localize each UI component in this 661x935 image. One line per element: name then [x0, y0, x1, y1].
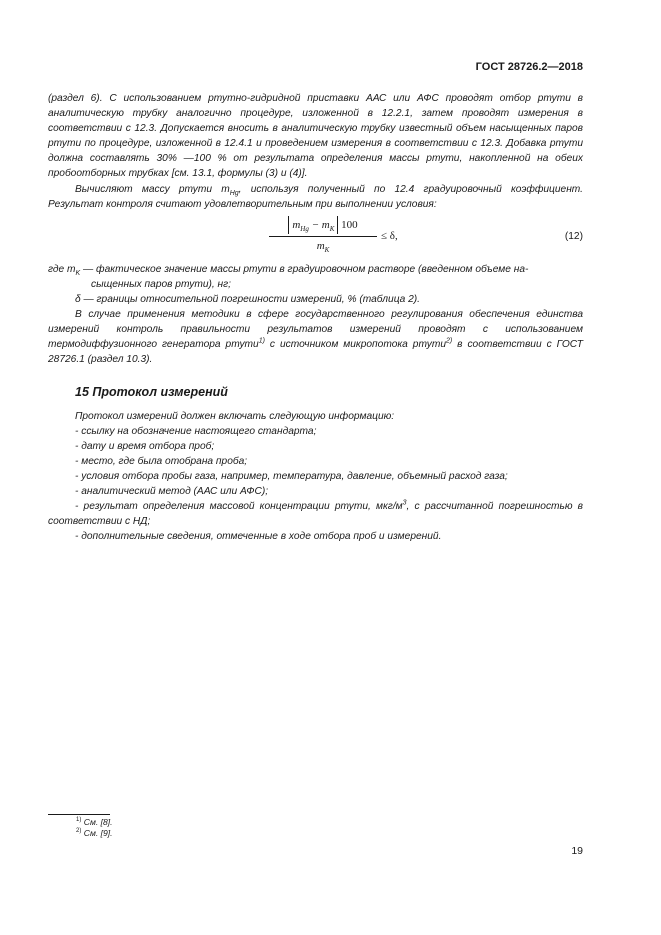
page-number: 19 — [571, 845, 583, 857]
paragraph: (раздел 6). С использованием ртутно-гидридной приставки ААС или АФС проводят отбор ртути в аналитическую трубку аналогично процедуре, изложенной в 12.2.1, затем проводят измерения в соответствии с 12.3. Допускается вносить в аналитическую трубку известный объем насыщенных паров ртути по процедуре, изложенной в 12.4.1 и проведением измерения в соответствии с 12.3. Добавка ртути должна составлять 30% —100 % от результата определения массы ртути, накопленной на обеих пробоотборных трубках [см. 13.1, формулы (3) и (4)]. — [48, 93, 583, 180]
paragraph: В случае применения методики в сфере государственного регулирования обеспечения единства измерений контроль правильности результатов измерений проводят с использованием термодиффузионного генератора ртути$^{1)}$ с источником микропотока ртути$^{2)}$ в соответствии с ГОСТ 28726.1 (раздел 10.3). — [48, 309, 583, 366]
document-header: ГОСТ 28726.2—2018 — [475, 61, 583, 73]
fraction — [269, 216, 377, 254]
list-item: - ссылку на обозначение настоящего стандарта; — [75, 425, 317, 437]
equation-number: (12) — [564, 230, 583, 242]
formula-12 — [48, 214, 583, 262]
list-item: - аналитический метод (ААС или АФС); — [75, 485, 269, 497]
list-intro: Протокол измерений должен включать следующую информацию: — [75, 410, 395, 422]
paragraph: Вычисляют массу ртути $m_{Hg}$, используя полученный по 12.4 градуировочный коэффициент. Результат контроля считают удовлетворительным при выполнении условия: — [48, 183, 583, 210]
section-title: 15 Протокол измерений — [75, 385, 228, 400]
footnotes — [76, 817, 113, 839]
where-clause: δ — границы относительной погрешности измерений, % (таблица 2). — [75, 293, 421, 305]
numerator: $m_{Hg} - m_K$ 100 — [269, 216, 377, 237]
list-item: - условия отбора пробы газа, например, температура, давление, объемный расход газа; — [75, 470, 508, 482]
where-clause-cont: сыщенных паров ртути), нг; — [91, 278, 231, 290]
footnote: $^{1)}$ См. [8]. — [76, 817, 113, 827]
list-item: - место, где была отобрана проба; — [75, 455, 248, 467]
where-clause: где $m_K$ — фактическое значение массы ртути в градуировочном растворе (введенном объеме на- — [48, 263, 529, 277]
list-item: - результат определения массовой концентрации ртути, мкг/$м^3$, с рассчитанной погрешностью в соответствии с НД; — [48, 499, 584, 528]
footnote-divider — [48, 814, 110, 815]
absolute-value: $m_{Hg} - m_K$ — [288, 216, 338, 234]
footnote: $^{2)}$ См. [9]. — [76, 828, 113, 838]
inequality: ≤ δ, — [381, 229, 398, 242]
list-item: - дату и время отбора проб; — [75, 440, 215, 452]
list-item: - дополнительные сведения, отмеченные в ходе отбора проб и измерений. — [75, 531, 442, 543]
protocol-list — [48, 409, 583, 545]
denominator: $m_K$ — [316, 239, 330, 254]
page-content — [48, 91, 583, 544]
